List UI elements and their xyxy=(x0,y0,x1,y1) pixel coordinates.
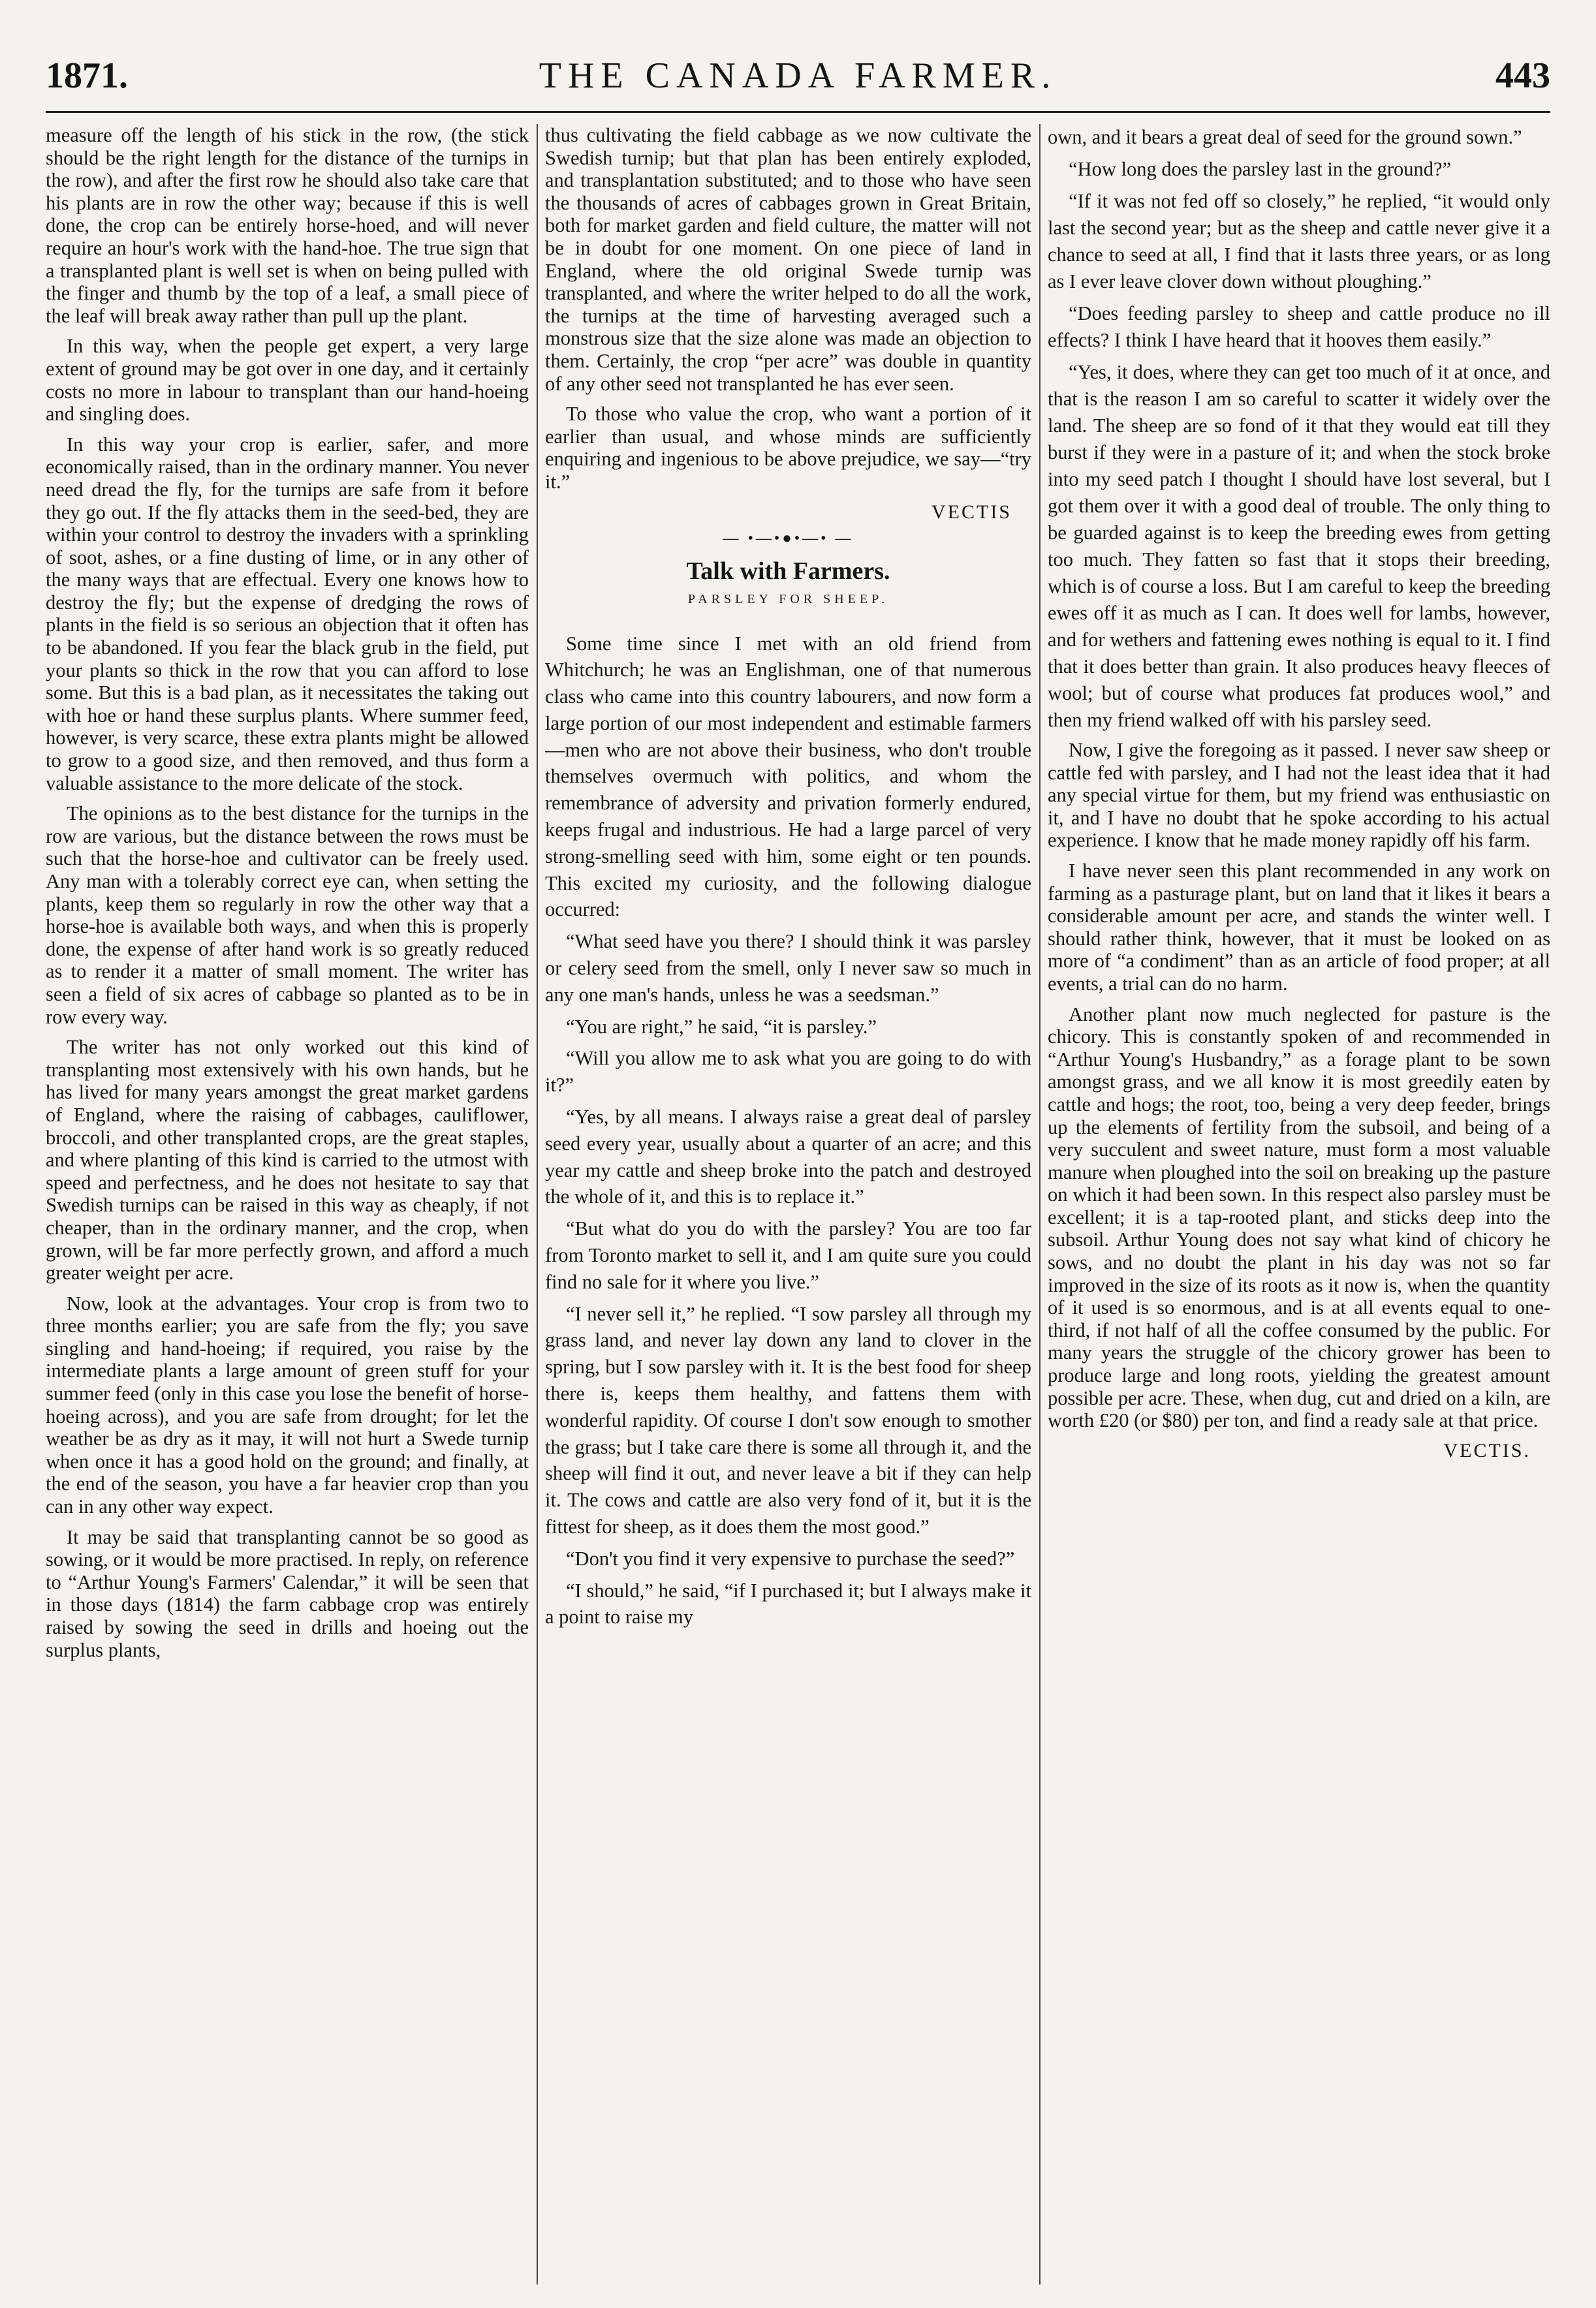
masthead xyxy=(46,55,1550,107)
page-number: 443 xyxy=(1495,55,1550,96)
paragraph: “How long does the parsley last in the ground?” xyxy=(1069,158,1452,180)
paragraph: To those who value the crop, who want a portion of it earlier than usual, and whose minds are sufficiently enquiring and ingenious to be above prejudice, we say—“try it.” xyxy=(545,403,1031,493)
paragraph: Some time since I met with an old friend from Whitchurch; he was an Englishman, one of that numerous class who came into this country labourers, and now form a large portion of our most independent and estimable farmers—men who are not above their business, who don't trouble themselves overmuch with politics, and whom the remembrance of adversity and privation formerly endured, keeps frugal and industrious. He had a large parcel of very strong-smelling seed with him, some eight or ten pounds. This excited my curiosity, and the following dialogue occurred: xyxy=(545,632,1031,921)
paragraph: “Yes, by all means. I always raise a great deal of parsley seed every year, usually about a quarter of an acre; and this year my cattle and sheep broke into the patch and destroyed the whole of it, and this is to replace it.” xyxy=(545,1106,1031,1208)
issue-year: 1871. xyxy=(46,55,128,96)
paragraph: “Does feeding parsley to sheep and cattle produce no ill effects? I think I have heard that it hooves them easily.” xyxy=(1048,302,1550,351)
section-title: Talk with Farmers. xyxy=(686,557,890,585)
paragraph: “Yes, it does, where they can get too much of it at once, and that is the reason I am so careful to scatter it widely over the land. The sheep are so fond of it that they would eat till they burst if they were in a pasture of it; and when the stock broke into my seed patch I thought I should have lost several, but I got them over it with a good deal of trouble. The only thing to be guarded against is to keep the breeding ewes from getting too much. They fatten so fast that it stops their breeding, which is of course a loss. But I am careful to keep the breeding ewes off it as much as I can. It does well for lambs, however, and for wethers and fattening ewes nothing is equal to it. I find that it does better than grain. It also produces heavy fleeces of wool; but of course what produces fat produces wool,” and then my friend walked off with his parsley seed. xyxy=(1048,361,1550,731)
paragraph: “If it was not fed off so closely,” he replied, “it would only last the second year; but as the sheep and cattle never give it a chance to seed at all, I find that it lasts three years, or as long as I ever leave clover down without ploughing.” xyxy=(1048,190,1550,292)
paragraph: In this way your crop is earlier, safer, and more economically raised, than in the ordinary manner. You never need dread the fly, for the turnips are safe from it before they go out. If the fly attacks them in the seed-bed, they are within your control to destroy the invaders with a sprinkling of soot, ashes, or a fine dusting of lime, or in any other of the many ways that are effectual. Every one knows how to destroy the fly; but the expense of dredging the rows of plants in the field is so serious an objection that it often has to be abandoned. If you fear the black grub in the field, put your plants so thick in the row that you can afford to lose some. But this is a bad plan, as it necessitates the taking out with hoe or hand these surplus plants. Where summer feed, however, is very scarce, these extra plants might be allowed to grow to a good size, and then removed, and thus form a valuable assistance to the more delicate of the stock. xyxy=(46,433,529,794)
paragraph: “I should,” he said, “if I purchased it; but I always make it a point to raise my xyxy=(545,1579,1031,1629)
article-signature: VECTIS. xyxy=(1443,1439,1531,1461)
paragraph: “I never sell it,” he replied. “I sow parsley all through my grass land, and never lay down any land to clover in the spring, but I sow parsley with it. It is the best food for sheep there is, keeps them healthy, and fattens them with wonderful rapidity. Of course I don't sow enough to smother the grass; but I take care there is some all through it, and the sheep will find it out, and never leave a bit if they can help it. The cows and cattle are also very fond of it, but it is the fittest for sheep, as it does them the most good.” xyxy=(545,1302,1031,1538)
paragraph: “You are right,” he said, “it is parsley.” xyxy=(566,1015,877,1038)
header-rule xyxy=(46,111,1550,113)
paragraph: “What seed have you there? I should think it was parsley or celery seed from the smell, only I never saw so much in any one man's hands, unless he was a seedsman.” xyxy=(545,930,1031,1006)
paragraph: measure off the length of his stick in the row, (the stick should be the right length for the distance of the turnips in the row), and after the first row he should also take care that his plants are in row the other way; because if this is well done, the crop can be entirely horse-hoed, and will never require an hour's work with the hand-hoe. The true sign that a transplanted plant is well set is when on being pulled with the finger and thumb by the top of a leaf, a small piece of the leaf will break away rather than pull up the plant. xyxy=(46,124,529,327)
paragraph: “Don't you find it very expensive to purchase the seed?” xyxy=(566,1547,1015,1570)
column-middle xyxy=(545,124,1031,2291)
section-divider: — •—•●•—• — xyxy=(723,529,854,547)
article-signature: VECTIS xyxy=(931,501,1012,523)
paragraph: thus cultivating the field cabbage as we now cultivate the Swedish turnip; but that plan has been entirely exploded, and transplantation substituted; and to those who have seen the thousands of acres of cabbages grown in Great Britain, both for market garden and field culture, the matter will not be in doubt for one moment. On one piece of land in England, where the old original Swede turnip was transplanted, and where the writer helped to do all the work, the turnips at the time of harvesting averaged such a monstrous size that the size alone was made an objection to them. Certainly, the crop “per acre” was double in quantity of any other seed not transplanted he has ever seen. xyxy=(545,124,1031,395)
paragraph: I have never seen this plant recommended in any work on farming as a pasturage plant, but on land that it likes it bears a considerable amount per acre, and stands the winter well. I should rather think, however, that it must be looked on as more of “a condiment” than as an article of food proper; at all events, a trial can do no harm. xyxy=(1048,859,1550,995)
paragraph: The opinions as to the best distance for the turnips in the row are various, but the distance between the rows must be such that the horse-hoe and cultivator can be freely used. Any man with a tolerably correct eye can, when setting the plants, keep them so regularly in row the other way that a horse-hoe is available both ways, and when this is properly done, the expense of after hand work is so greatly reduced as to render it a matter of small moment. The writer has seen a field of six acres of cabbage so planted as to be in row every way. xyxy=(46,802,529,1028)
paragraph: Another plant now much neglected for pasture is the chicory. This is constantly spoken of and recommended in “Arthur Young's Husbandry,” as a forage plant to be sown amongst grass, and we all know it is most greedily eaten by cattle and hogs; the root, too, being a very deep feeder, brings up the elements of fertility from the subsoil, and being of a very succulent and sweet nature, must form a most valuable manure when ploughed into the soil on breaking up the pasture on which it had been sown. In this respect also parsley must be excellent; it is a tap-rooted plant, and sticks deep into the subsoil. Arthur Young does not say what kind of chicory he sows, and no doubt the plant in his day was not so far improved in the size of its roots as it now is, when the quantity of it used is so enormous, and is at all events equal to one-third, if not half of all the coffee consumed by the public. For many years the struggle of the chicory grower has been to produce large and long roots, yielding the greatest amount possible per acre. These, when dug, cut and dried on a kiln, are worth £20 (or $80) per ton, and find a ready sale at that price. xyxy=(1048,1003,1550,1432)
article-subheading: PARSLEY FOR SHEEP. xyxy=(687,591,889,606)
column-left xyxy=(46,124,529,2291)
paragraph: The writer has not only worked out this kind of transplanting most extensively with his own hands, but he has lived for many years amongst the great market gardens of England, where the raising of cabbages, cauliflower, broccoli, and other transplanted crops, are the great staples, and where planting of this kind is carried to the utmost with speed and perfectness, and he does not hesitate to say that Swedish turnips can be raised in this way as cheaply, if not cheaper, than in the ordinary manner, and the crop, when grown, will be far more perfectly grown, and afford a much greater weight per acre. xyxy=(46,1036,529,1285)
column-right xyxy=(1048,124,1550,2291)
column-rule-left xyxy=(537,124,538,2285)
publication-title: THE CANADA FARMER. xyxy=(539,55,1057,96)
column-rule-right xyxy=(1039,124,1041,2285)
paragraph: own, and it bears a great deal of seed for the ground sown.” xyxy=(1048,126,1522,148)
paragraph: In this way, when the people get expert, a very large extent of ground may be got over in one day, and it certainly costs no more in labour to transplant than our hand-hoeing and singling does. xyxy=(46,335,529,426)
paragraph: It may be said that transplanting cannot be so good as sowing, or it would be more practised. In reply, on reference to “Arthur Young's Farmers' Calendar,” it will be seen that in those days (1814) the farm cabbage crop was entirely raised by sowing the seed in drills and hoeing out the surplus plants, xyxy=(46,1525,529,1661)
paragraph: Now, look at the advantages. Your crop is from two to three months earlier; you are safe from the fly; you save singling and hand-hoeing; if required, you raise by the intermediate plants a large amount of green stuff for your summer feed (only in this case you lose the benefit of horse-hoeing across), and you are safe from drought; for let the weather be as dry as it may, it will not hurt a Swede turnip when once it has a good hold on the ground; and finally, at the end of the season, you have a far heavier crop than you can in any other way expect. xyxy=(46,1292,529,1518)
paragraph: “Will you allow me to ask what you are going to do with it?” xyxy=(545,1047,1031,1097)
paragraph: Now, I give the foregoing as it passed. I never saw sheep or cattle fed with parsley, and I had not the least idea that it had any special virtue for them, but my friend was enthusiastic on it, and I have no doubt that he spoke according to his actual experience. I know that he made money rapidly off his farm. xyxy=(1048,739,1550,852)
paragraph: “But what do you do with the parsley? You are too far from Toronto market to sell it, and I am quite sure you could find no sale for it where you live.” xyxy=(545,1217,1031,1293)
